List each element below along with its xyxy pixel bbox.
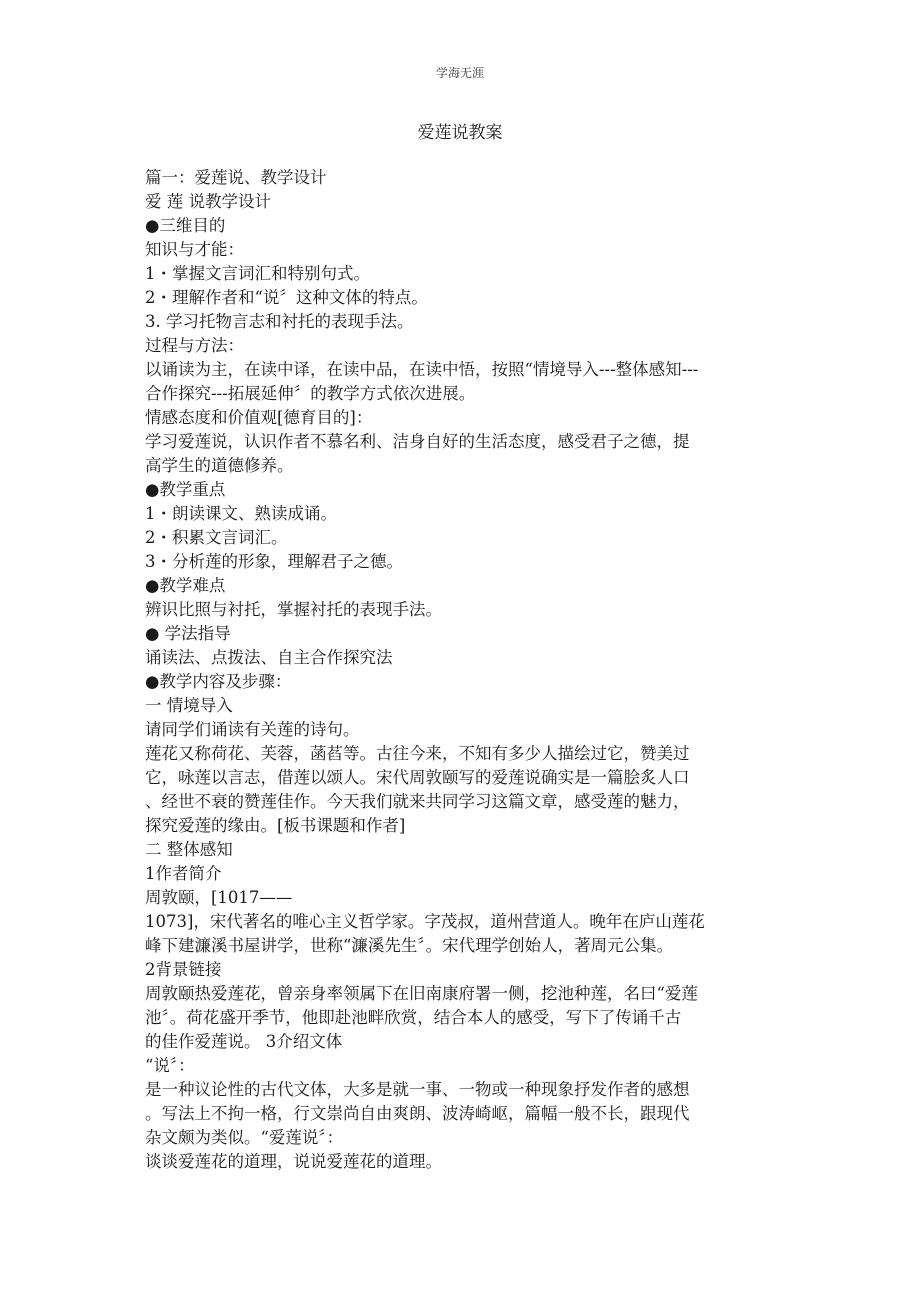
text-line: 周敦颐，[1017——	[145, 888, 293, 907]
text-line: 2背景链接	[145, 960, 222, 979]
text-line: 3. 学习托物言志和衬托的表现手法。	[145, 312, 414, 331]
text-line: “说〞：	[145, 1056, 195, 1075]
text-line: 以诵读为主，在读中译，在读中品，在读中悟，按照“情境导入---整体感知---	[145, 360, 699, 379]
text-line: 谈谈爱莲花的道理，说说爱莲花的道理。	[145, 1152, 442, 1171]
text-line: 峰下建濂溪书屋讲学，世称“濂溪先生〞。宋代理学创始人，著周元公集。	[145, 936, 674, 955]
text-line: 杂文颇为类似。“爱莲说〞：	[145, 1128, 344, 1147]
text-line: ●三维目的	[145, 216, 226, 235]
text-line: 辨识比照与衬托，掌握衬托的表现手法。	[145, 600, 442, 619]
text-line: 过程与方法：	[145, 336, 244, 355]
text-line: ● 学法指导	[145, 624, 231, 643]
text-line: 一 情境导入	[145, 696, 233, 715]
text-line: 池〞。荷花盛开季节，他即赴池畔欣赏，结合本人的感受，写下了传诵千古	[145, 1008, 682, 1027]
text-line: 学习爱莲说，认识作者不慕名利、洁身自好的生活态度，感受君子之德，提	[145, 432, 690, 451]
text-line: 1073]，宋代著名的唯心主义哲学家。字茂叔，道州营道人。晚年在庐山莲花	[145, 912, 705, 931]
text-line: 爱 莲 说教学设计	[145, 192, 271, 211]
text-line: 二 整体感知	[145, 840, 233, 859]
text-line: 3・分析莲的形象，理解君子之德。	[145, 552, 403, 571]
text-line: 1・掌握文言词汇和特别句式。	[145, 264, 370, 283]
text-line: ●教学重点	[145, 480, 226, 499]
text-line: 知识与才能：	[145, 240, 244, 259]
text-line: ●教学难点	[145, 576, 226, 595]
text-line: 高学生的道德修养。	[145, 456, 294, 475]
text-line: 周敦颐热爱莲花，曾亲身率领属下在旧南康府署一侧，挖池种莲，名曰“爱莲	[145, 984, 698, 1003]
text-line: 莲花又称荷花、芙蓉，菡萏等。古往今来，不知有多少人描绘过它，赞美过	[145, 744, 690, 763]
text-line: 合作探究---拓展延伸〞的教学方式依次进展。	[145, 384, 476, 403]
text-line: ●教学内容及步骤：	[145, 672, 292, 691]
text-line: 诵读法、点拨法、自主合作探究法	[145, 648, 393, 667]
text-line: 2・积累文言词汇。	[145, 528, 288, 547]
text-line: 它，咏莲以言志，借莲以颂人。宋代周敦颐写的爱莲说确实是一篇脍炙人口	[145, 768, 690, 787]
text-line: 的佳作爱莲说。 3介绍文体	[145, 1032, 343, 1051]
text-line: 是一种议论性的古代文体，大多是就一事、一物或一种现象抒发作者的感想	[145, 1080, 690, 1099]
text-line: 1・朗读课文、熟读成诵。	[145, 504, 337, 523]
text-line: 情感态度和价值观[德育目的]：	[145, 408, 373, 427]
text-line: 、经世不衰的赞莲佳作。今天我们就来共同学习这篇文章，感受莲的魅力，	[145, 792, 690, 811]
text-line: 探究爱莲的缘由。[板书课题和作者]	[145, 816, 406, 835]
page-header: 学海无涯	[435, 66, 484, 80]
text-line: 2・理解作者和“说〞这种文体的特点。	[145, 288, 428, 307]
text-line: 篇一：爱莲说、教学设计	[145, 168, 327, 187]
text-line: 请同学们诵读有关莲的诗句。	[145, 720, 360, 739]
text-line: 1作者简介	[145, 864, 222, 883]
document-title: 爱莲说教案	[417, 123, 503, 143]
text-line: 。写法上不拘一格，行文崇尚自由爽朗、波涛崎岖，篇幅一般不长，跟现代	[145, 1104, 690, 1123]
document-body	[145, 166, 770, 1174]
